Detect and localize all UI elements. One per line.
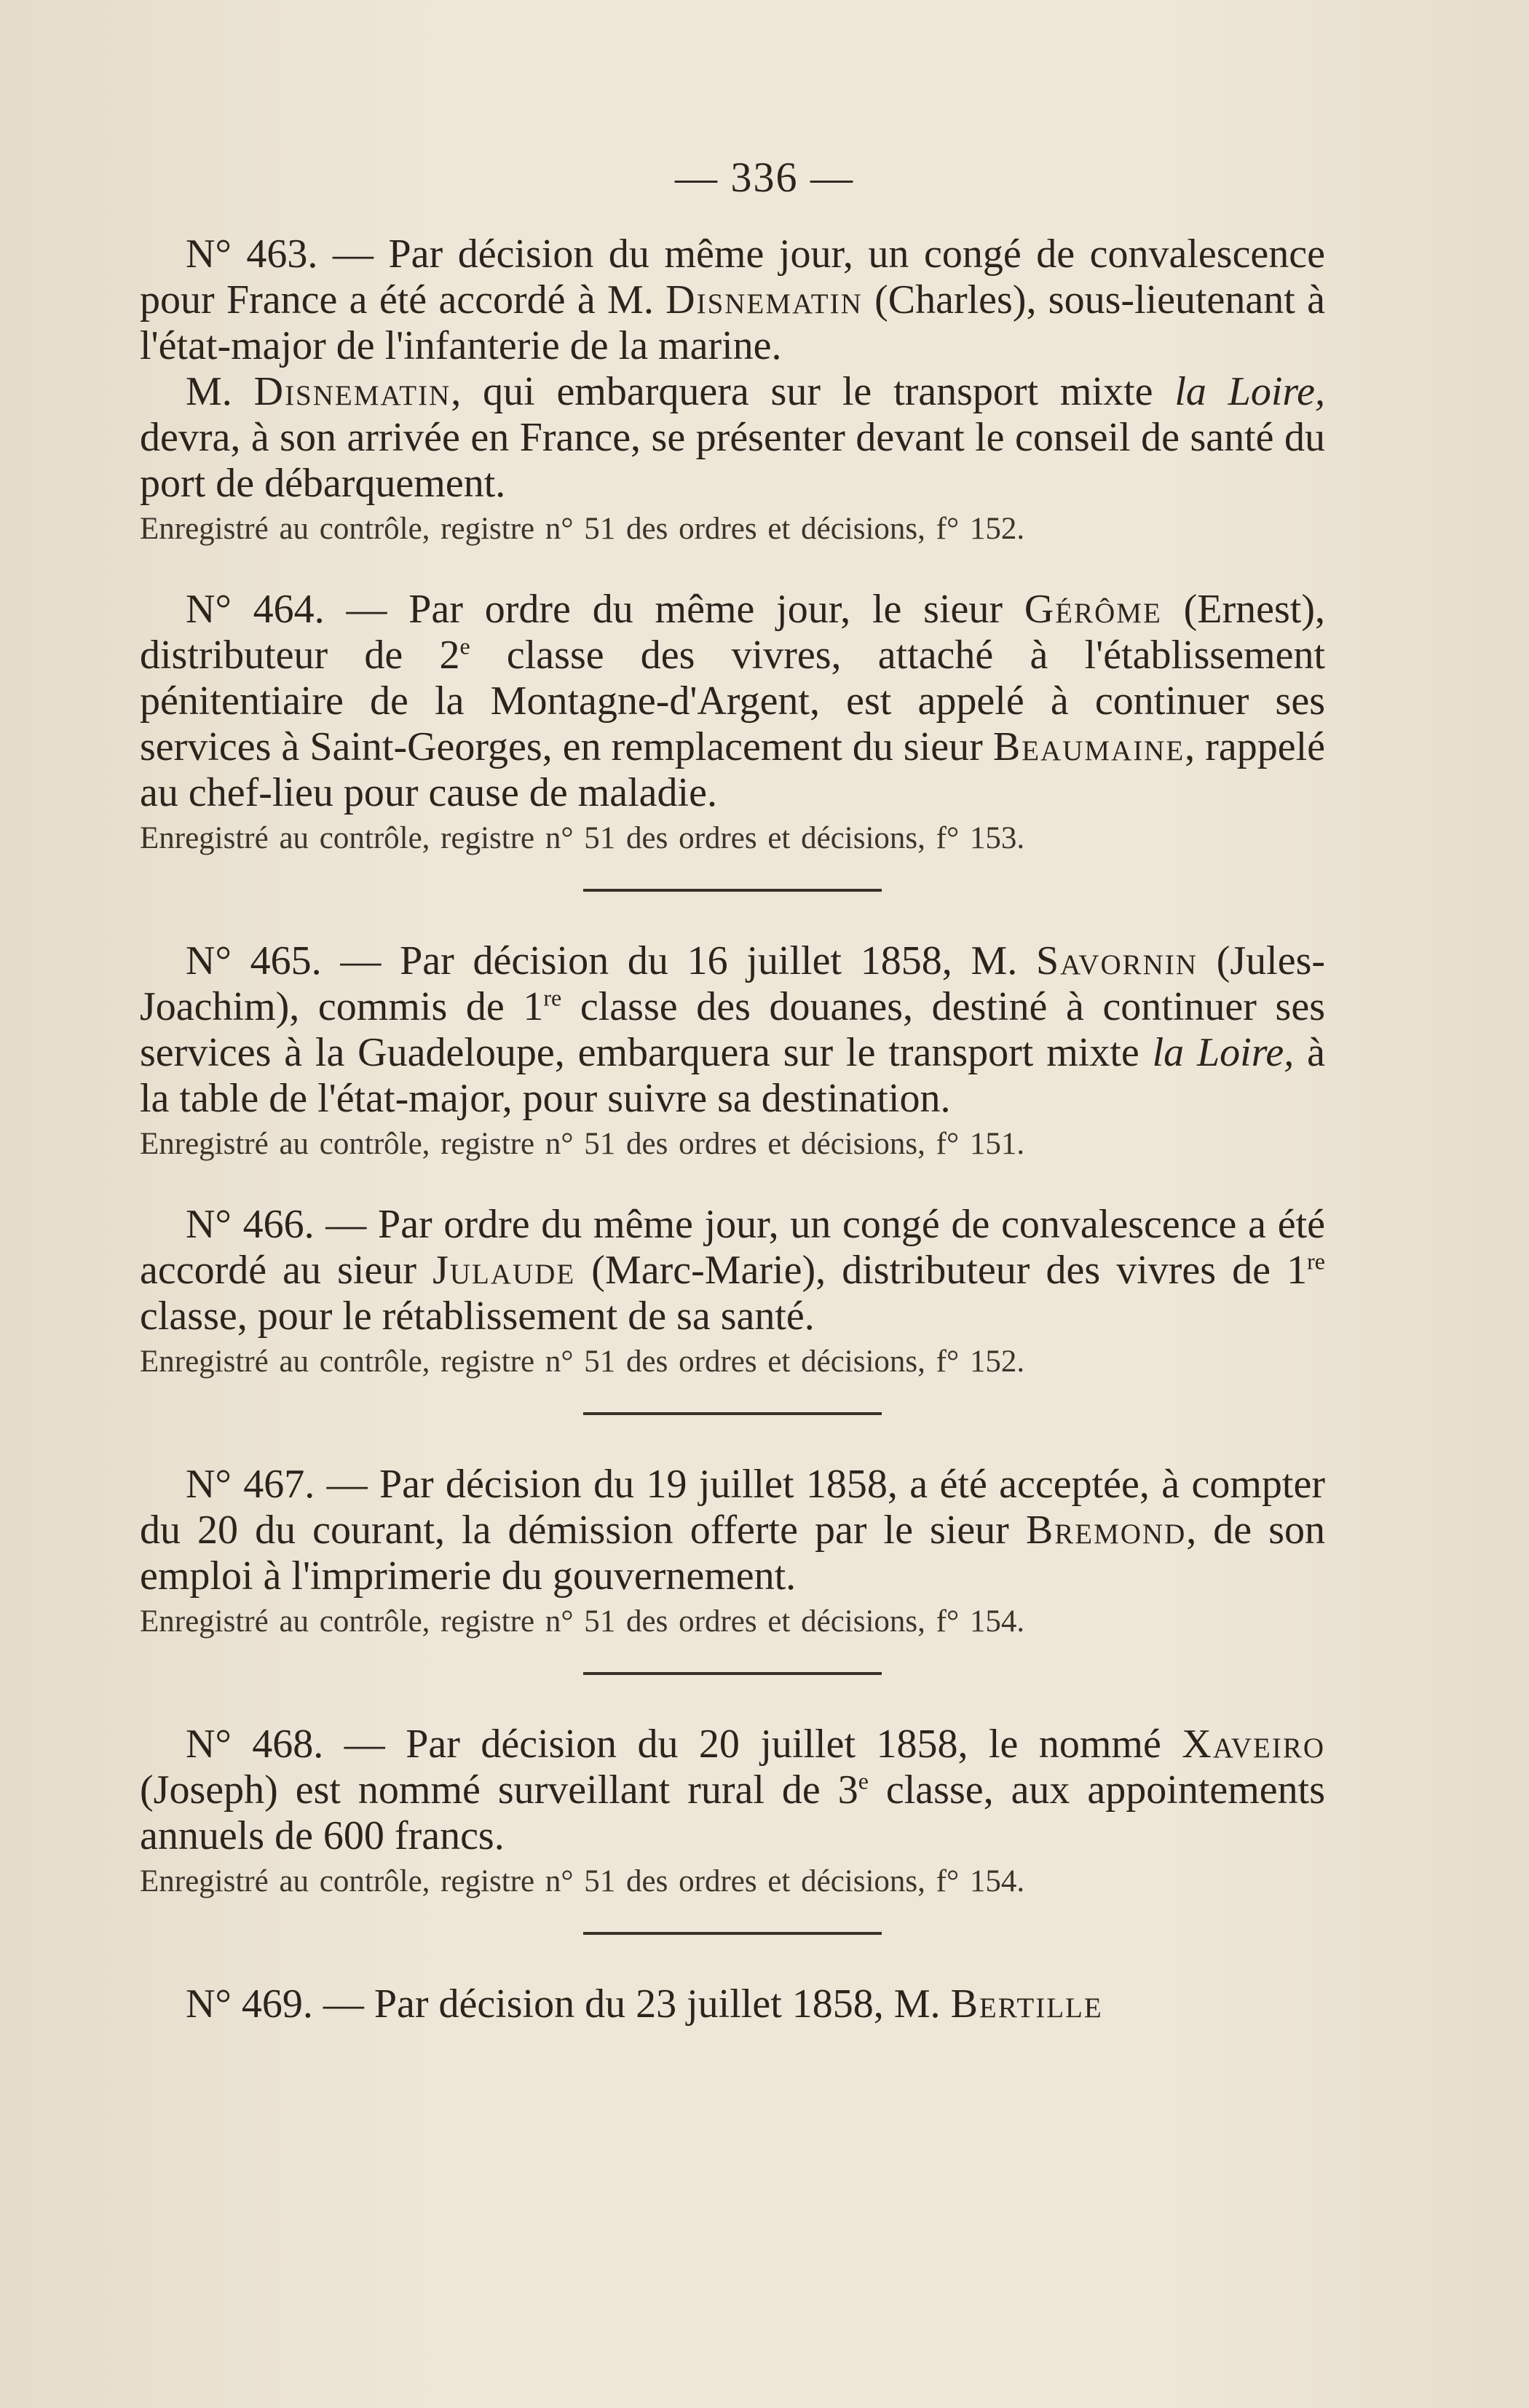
person-name: Disnematin — [253, 369, 451, 414]
person-name: Beaumaine — [992, 724, 1185, 769]
entry-464 — [140, 587, 1325, 857]
entry-number: N° 463. — [186, 231, 318, 277]
section-divider — [583, 1932, 882, 1935]
ship-name: la Loire, — [1152, 1030, 1295, 1075]
entry-text: , rappelé au chef-lieu pour cause de maladie. — [140, 724, 1326, 815]
entry-paragraph — [140, 231, 1325, 369]
spacer — [140, 1163, 1325, 1202]
entry-number: N° 467. — [186, 1462, 315, 1507]
entry-text: — Par décision du 20 juillet 1858, le nommé — [323, 1722, 1182, 1767]
entry-text: — Par ordre du même jour, le sieur — [324, 587, 1024, 632]
entry-text: (Jules-Joachim), commis de 1 — [140, 938, 1326, 1029]
section-divider — [583, 889, 882, 892]
entry-number: N° 464. — [186, 587, 325, 632]
entry-text: (Ernest), distributeur de 2 — [140, 587, 1325, 678]
entry-paragraph — [140, 1462, 1325, 1599]
entry-text: — Par décision du 23 juillet 1858, M. — [312, 1981, 951, 2027]
person-name: Bertille — [950, 1981, 1103, 2027]
person-name: Gérôme — [1024, 587, 1162, 632]
entry-466 — [140, 1202, 1325, 1380]
entry-469 — [140, 1981, 1325, 2027]
entry-paragraph — [140, 1981, 1325, 2027]
entry-paragraph — [140, 369, 1325, 507]
registration-note: Enregistré au contrôle, registre n° 51 des ordres et décisions, f° 152. — [140, 1344, 1025, 1379]
superscript: re — [1307, 1248, 1325, 1275]
entry-number: N° 465. — [186, 938, 322, 983]
superscript: re — [543, 984, 562, 1011]
entry-paragraph — [140, 1722, 1325, 1859]
person-name: Disnematin — [665, 277, 863, 322]
registration-note: Enregistré au contrôle, registre n° 51 des ordres et décisions, f° 154. — [140, 1604, 1025, 1639]
entry-paragraph — [140, 587, 1325, 816]
entry-text: classe, aux appointements annuels de 600 francs. — [140, 1767, 1325, 1858]
entry-text: classe des vivres, attaché à l'établissement pénitentiaire de la Montagne-d'Argent, est appelé à continuer ses services à Saint-Georges, en remplacement du sieur — [140, 633, 1325, 769]
entry-number: N° 469. — [186, 1981, 313, 2027]
spacer — [140, 547, 1325, 587]
section-divider — [583, 1412, 882, 1415]
person-name: Xaveiro — [1182, 1722, 1325, 1767]
entry-text: — Par décision du 16 juillet 1858, M. — [321, 938, 1037, 983]
registration-note: Enregistré au contrôle, registre n° 51 des ordres et décisions, f° 153. — [140, 821, 1025, 855]
entry-text: (Joseph) est nommé surveillant rural de 3 — [140, 1767, 858, 1813]
entry-number: N° 466. — [186, 1202, 315, 1247]
person-name: Julaude — [432, 1248, 576, 1293]
registration-note: Enregistré au contrôle, registre n° 51 des ordres et décisions, f° 152. — [140, 512, 1025, 546]
entry-text: M. — [186, 369, 254, 414]
entry-465 — [140, 938, 1325, 1163]
entry-text: à la table de l'état-major, pour suivre sa destination. — [140, 1030, 1325, 1121]
entry-paragraph — [140, 1202, 1325, 1339]
superscript: e — [858, 1767, 869, 1794]
ship-name: la Loire, — [1174, 369, 1325, 414]
text-column — [140, 231, 1325, 2027]
person-name: Bremond — [1025, 1508, 1187, 1553]
section-divider — [583, 1672, 882, 1675]
entry-468 — [140, 1722, 1325, 1900]
registration-note: Enregistré au contrôle, registre n° 51 des ordres et décisions, f° 151. — [140, 1127, 1025, 1161]
entry-463 — [140, 231, 1325, 547]
superscript: e — [459, 633, 470, 660]
entry-number: N° 468. — [186, 1722, 324, 1767]
entry-467 — [140, 1462, 1325, 1640]
entry-text: , qui embarquera sur le transport mixte — [451, 369, 1175, 414]
entry-text: classe, pour le rétablissement de sa santé. — [140, 1294, 815, 1339]
person-name: Savornin — [1036, 938, 1198, 983]
entry-text: (Charles), sous-lieutenant à l'état-major de l'infanterie de la marine. — [140, 277, 1325, 368]
page-number: — 336 — — [675, 154, 854, 201]
entry-text: — Par décision du même jour, un congé de convalescence pour France a été accordé à M. — [140, 231, 1325, 322]
entry-text: devra, à son arrivée en France, se présenter devant le conseil de santé du port de débarquement. — [140, 415, 1325, 506]
entry-text: classe des douanes, destiné à continuer ses services à la Guadeloupe, embarquera sur le transport mixte — [140, 984, 1326, 1075]
entry-text: — Par ordre du même jour, un congé de convalescence a été accordé au sieur — [140, 1202, 1326, 1293]
entry-text: , de son emploi à l'imprimerie du gouvernement. — [140, 1508, 1325, 1599]
entry-paragraph — [140, 938, 1325, 1122]
entry-text: (Marc-Marie), distributeur des vivres de 1 — [575, 1248, 1308, 1293]
registration-note: Enregistré au contrôle, registre n° 51 des ordres et décisions, f° 154. — [140, 1864, 1025, 1898]
entry-text: — Par décision du 19 juillet 1858, a été acceptée, à compter du 20 du courant, la démission offerte par le sieur — [140, 1462, 1325, 1553]
